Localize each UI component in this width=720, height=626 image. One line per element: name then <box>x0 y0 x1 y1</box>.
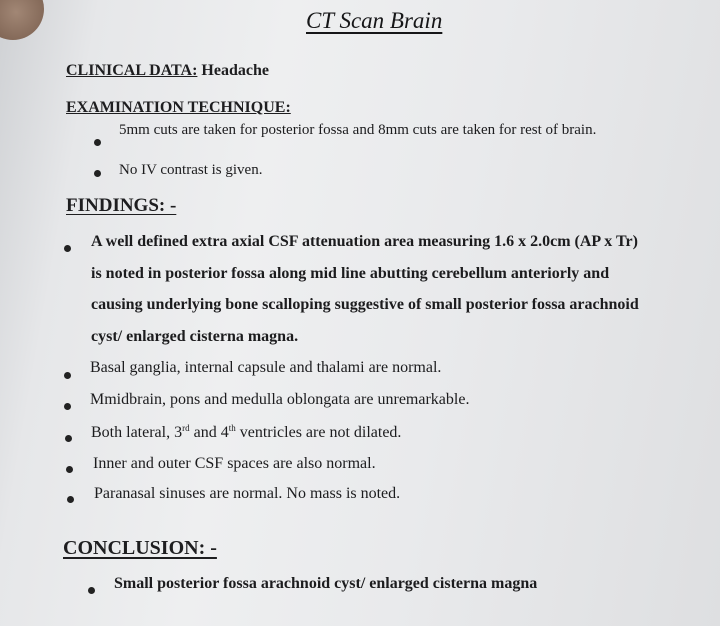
bullet-dot <box>67 496 74 503</box>
finding-5-text: Inner and outer CSF spaces are also normal. <box>93 455 376 472</box>
finding-4-prefix: Both lateral, 3 <box>91 424 183 441</box>
bullet-dot <box>65 435 72 442</box>
conclusion-heading: CONCLUSION: - <box>63 537 217 559</box>
finding-6-text: Paranasal sinuses are normal. No mass is noted. <box>94 485 401 502</box>
finding-4-suffix: ventricles are not dilated. <box>235 424 402 441</box>
finding-3-text: Mmidbrain, pons and medulla oblongata are unremarkable. <box>90 391 470 408</box>
bullet-dot <box>66 466 73 473</box>
finding-main-line-1: A well defined extra axial CSF attenuation area measuring 1.6 x 2.0cm (AP x Tr) <box>91 233 638 250</box>
finding-main-line-2: is noted in posterior fossa along mid line abutting cerebellum anteriorly and <box>91 265 610 282</box>
finding-main-line-3: causing underlying bone scalloping suggestive of small posterior fossa arachnoid <box>91 296 639 313</box>
clinical-data-label: CLINICAL DATA: <box>66 62 198 79</box>
superscript-rd: rd <box>182 423 190 433</box>
bullet-dot <box>64 403 71 410</box>
report-title: CT Scan Brain <box>306 8 443 33</box>
superscript-th: th <box>228 423 236 433</box>
finding-main-line-4: cyst/ enlarged cisterna magna. <box>91 328 299 345</box>
finger-thumb-in-photo <box>0 0 44 40</box>
bullet-dot <box>88 587 95 594</box>
examination-technique-heading: EXAMINATION TECHNIQUE: <box>66 99 291 116</box>
technique-item-1: 5mm cuts are taken for posterior fossa and 8mm cuts are taken for rest of brain. <box>119 122 597 138</box>
finding-4-mid: and 4 <box>189 424 229 441</box>
technique-item-2: No IV contrast is given. <box>119 162 263 178</box>
clinical-data-line <box>66 62 269 80</box>
bullet-dot <box>94 139 101 146</box>
bullet-dot <box>64 245 71 252</box>
conclusion-text: Small posterior fossa arachnoid cyst/ enlarged cisterna magna <box>114 575 538 592</box>
bullet-dot <box>94 170 101 177</box>
findings-heading: FINDINGS: - <box>66 195 177 216</box>
finding-2-text: Basal ganglia, internal capsule and thalami are normal. <box>90 359 442 376</box>
clinical-data-value: Headache <box>201 62 269 79</box>
finding-4-text <box>91 423 401 442</box>
bullet-dot <box>64 372 71 379</box>
